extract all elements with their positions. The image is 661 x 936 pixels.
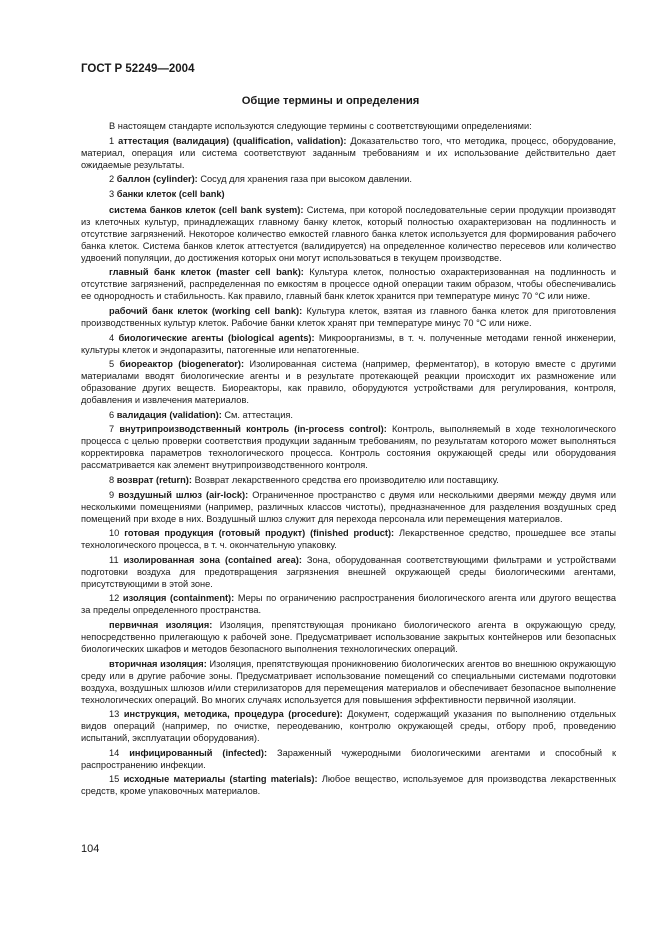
entry-term: аттестация (валидация) (qualification, validation): — [118, 135, 347, 146]
definition-entry — [81, 773, 616, 797]
entry-definition: Зараженный чужеродными биологическими агентами и способный к распространению инфекции. — [81, 747, 616, 770]
entry-definition: См. аттестация. — [224, 409, 293, 420]
entry-definition: Культура клеток, взятая из главного банка клеток для приготовления производственных культур клеток. Рабочие банки клеток хранят при температуре минус 70 °С или ниже. — [81, 305, 616, 328]
entry-definition: Меры по ограничению распространения биологического агента или другого вещества за пределы определенного пространства. — [81, 593, 616, 616]
definition-entry — [81, 305, 616, 329]
entry-number: 5 — [109, 359, 115, 370]
entry-term: внутрипроизводственный контроль (in-process control): — [119, 424, 387, 435]
definition-entry — [81, 474, 616, 486]
definition-entry — [81, 409, 616, 421]
entry-number: 13 — [109, 709, 120, 720]
entry-term: воздушный шлюз (air-lock): — [118, 489, 249, 500]
entry-number: 9 — [109, 489, 115, 500]
definition-entry — [81, 489, 616, 525]
entry-definition: Лекарственное средство, прошедшее все этапы технологического процесса, в т. ч. окончательную упаковку. — [81, 528, 616, 551]
entry-definition: Система, при которой последовательные серии продукции производят из клеточных культур, принадлежащих главному банку клеток, который полностью охарактеризован на подлинность и отсутствие загрязнений. Некоторое количество емкостей главного банка клеток используется для формирования рабочего банка клеток. Система банков клеток аттестуется (валидируется) на определенное количество пересевов или количество удвоений популяции, до достижения которых они могут использоваться в текущем производстве. — [81, 204, 616, 263]
entry-definition: Изолированная система (например, ферментатор), в которую вместе с другими материалами вводят биологические агенты и в результате протекающей реакции происходит их размножение или образование других веществ. Биореакторы, как правило, оборудуются устройствами для регулирования, контроля, добавления и извлечения материалов. — [81, 359, 616, 406]
entry-term: вторичная изоляция: — [109, 658, 207, 669]
entry-term: возврат (return): — [116, 474, 192, 485]
definition-entry — [81, 554, 616, 590]
entry-definition: Сосуд для хранения газа при высоком давлении. — [200, 174, 412, 185]
entry-definition: Любое вещество, используемое для производства лекарственных средств, кроме упаковочных материалов. — [81, 774, 616, 797]
section-title: Общие термины и определения — [241, 95, 420, 107]
definition-entry — [81, 423, 616, 471]
definition-entry — [81, 592, 616, 616]
entry-term: баллон (cylinder): — [116, 174, 198, 185]
entry-term: готовая продукция (готовый продукт) (finished product): — [124, 528, 395, 539]
entry-number: 2 — [109, 174, 115, 185]
entry-number: 11 — [109, 554, 119, 565]
definition-entry — [81, 708, 616, 744]
definition-entry — [81, 188, 616, 200]
entry-number: 8 — [109, 474, 115, 485]
entry-term: рабочий банк клеток (working cell bank): — [109, 305, 303, 316]
definition-entry — [81, 658, 616, 706]
entry-term: биореактор (biogenerator): — [119, 359, 245, 370]
entry-definition: Культура клеток, полностью охарактеризованная на подлинность и отсутствие загрязнений, распределенная по емкостям в процессе одной операции таким образом, чтобы обеспечивались ее однородность и стабильность. Как правило, главный банк клеток хранится при температуре минус 70 °С или ниже. — [81, 267, 616, 302]
entry-term: инфицированный (infected): — [129, 747, 268, 758]
definition-entry — [81, 527, 616, 551]
definition-entry — [81, 173, 616, 185]
entry-number: 1 — [109, 135, 115, 146]
entry-definition: Изоляция, препятствующая проникано биологического агента в окружающую среду, непосредственно прилегающую к рабочей зоне. Предусматривает использование закрытых контейнеров или безопасных биологических шкафов и методов безопасного выполнения технологических операций. — [81, 619, 617, 654]
entry-term: изоляция (containment): — [122, 593, 235, 604]
entry-number: 4 — [109, 332, 115, 343]
entry-definition: Доказательство того, что методика, процесс, оборудование, материал, операция или система соответствуют заданным требованиям и их использование действительно дает ожидаемые результаты. — [81, 135, 616, 170]
entry-definition: Микроорганизмы, в т. ч. полученные методами генной инженерии, культуры клеток и эндопаразиты, патогенные или непатогенные. — [81, 332, 616, 355]
definition-entry — [81, 358, 616, 406]
entry-number: 7 — [109, 424, 115, 435]
entry-term: исходные материалы (starting materials): — [123, 774, 318, 785]
entry-definition: Возврат лекарственного средства его производителю или поставщику. — [194, 474, 499, 485]
definition-entry — [81, 135, 616, 171]
entry-term: инструкция, методика, процедура (procedure): — [123, 709, 343, 720]
entry-number: 3 — [109, 188, 115, 199]
entry-term: первичная изоляция: — [109, 619, 213, 630]
entry-number: 15 — [109, 774, 120, 785]
entry-definition: Изоляция, препятствующая проникновению биологических агентов во внешнюю окружающую среду или в другие рабочие зоны. Предусматривает использование помещений со специальными системами подготовки воздуха, воздушных шлюзов и/или стерилизаторов для перемещения материалов и обеспечивает безопасное выполнение технологических операций. Во многих случаях используется для повышения эффективности первичной изоляции. — [81, 658, 616, 705]
entry-definition: Документ, содержащий указания по выполнению отдельных видов операций (например, по очистке, переодеванию, контролю окружающей среды, отбору проб, проведению испытаний, эксплуатации оборудования). — [81, 709, 617, 744]
entry-term: биологические агенты (biological agents): — [118, 332, 315, 343]
document-body — [81, 120, 616, 800]
entry-term: банки клеток (cell bank) — [116, 188, 225, 199]
entry-number: 12 — [109, 593, 120, 604]
entry-definition: Контроль, выполняемый в ходе технологического процесса с целью проверки соответствия продукции заданным требованиям, по результатам которого может выполняться корректировка параметров технологического процесса. Контроль состояния окружающей среды или оборудования рассматривается как элемент внутрипроизводственного контроля. — [81, 424, 617, 471]
entry-number: 10 — [109, 528, 120, 539]
entry-term: изолированная зона (contained area): — [123, 554, 302, 565]
entry-term: система банков клеток (cell bank system): — [109, 204, 304, 215]
definition-entry — [81, 747, 616, 771]
definition-entry — [81, 204, 616, 264]
entry-number: 14 — [109, 747, 120, 758]
page-number: 104 — [81, 843, 100, 855]
standard-code-header: ГОСТ Р 52249—2004 — [81, 63, 195, 75]
entry-number: 6 — [109, 409, 115, 420]
definition-list — [81, 135, 616, 798]
definition-entry — [81, 332, 616, 356]
definition-entry — [81, 619, 616, 655]
entry-term: главный банк клеток (master cell bank): — [109, 267, 304, 278]
entry-term: валидация (validation): — [116, 409, 222, 420]
entry-definition: Зона, оборудованная соответствующими фильтрами и устройствами подготовки воздуха для предотвращения загрязнения внешней окружающей среды биологическими агентами, присутствующими в этой зоне. — [81, 554, 617, 589]
definition-entry — [81, 266, 616, 302]
intro-paragraph: В настоящем стандарте используются следующие термины с соответствующими определениями: — [109, 121, 532, 131]
entry-definition: Ограниченное пространство с двумя или несколькими дверями между двумя или несколькими помещениями (например, различных классов чистоты), предназначенное для разделения воздушных сред помещений при входе в них. Воздушный шлюз служит для перехода персонала или перемещения материалов. — [81, 489, 616, 524]
